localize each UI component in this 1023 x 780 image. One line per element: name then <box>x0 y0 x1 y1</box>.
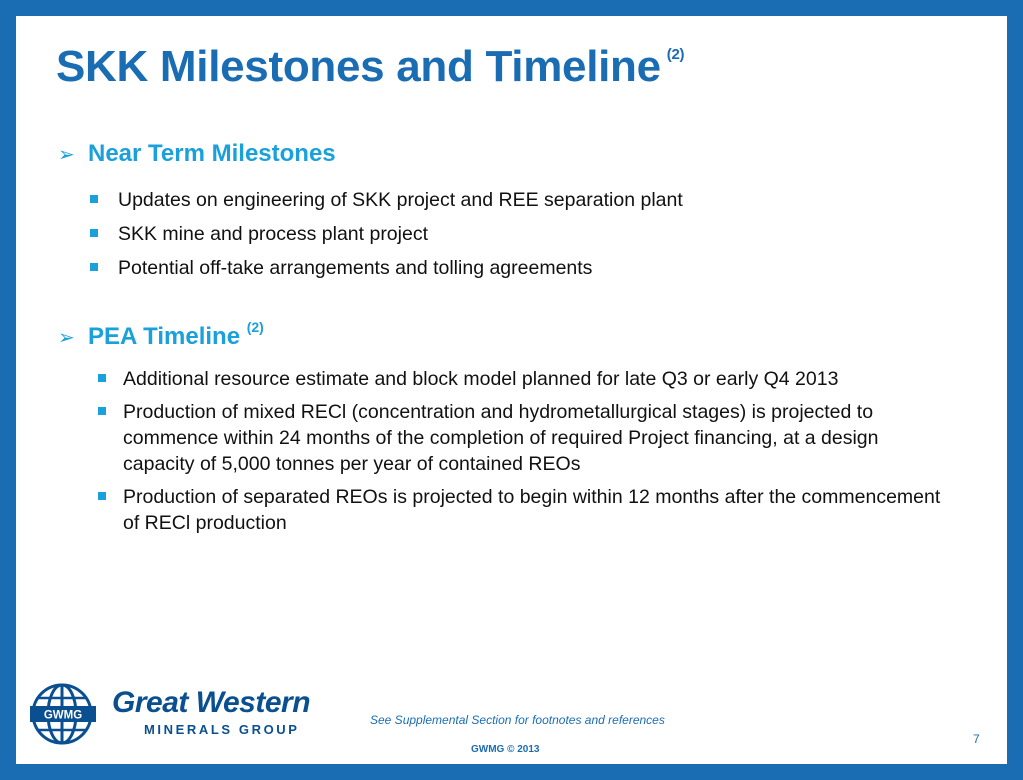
list-item-text: Production of separated REOs is projected to begin within 12 months after the commencement of RECl production <box>123 486 941 534</box>
square-bullet-icon <box>98 407 106 415</box>
near-term-list <box>88 187 683 289</box>
list-item <box>88 221 683 247</box>
square-bullet-icon <box>98 492 106 500</box>
list-item <box>96 399 946 477</box>
list-item <box>96 484 946 536</box>
square-bullet-icon <box>90 229 98 237</box>
globe-icon <box>30 682 96 746</box>
copyright-text: GWMG © 2013 <box>471 744 540 755</box>
list-item <box>88 187 683 213</box>
pea-footnote-ref: (2) <box>246 319 264 335</box>
square-bullet-icon <box>90 263 98 271</box>
pea-list <box>96 366 946 543</box>
square-bullet-icon <box>98 374 106 382</box>
section-heading-near-term <box>58 140 336 168</box>
title-footnote-ref: (2) <box>666 46 685 64</box>
slide-title <box>56 42 684 92</box>
arrow-right-icon: ➢ <box>58 144 75 166</box>
section-heading-pea-text: PEA Timeline <box>88 323 241 350</box>
slide <box>16 16 1007 764</box>
list-item-text: Production of mixed RECl (concentration and hydrometallurgical stages) is projected to commence within 24 months of the completion of required Project financing, at a design capacity of 5,000 tonnes per year of contained REOs <box>123 401 879 475</box>
logo-badge-text: GWMG <box>43 709 83 722</box>
slide-title-text: SKK Milestones and Timeline <box>56 42 661 91</box>
list-item <box>96 366 946 392</box>
company-logo <box>30 682 320 746</box>
list-item-text: SKK mine and process plant project <box>118 223 429 245</box>
list-item-text: Additional resource estimate and block model planned for late Q3 or early Q4 2013 <box>123 368 839 390</box>
list-item-text: Updates on engineering of SKK project and REE separation plant <box>118 189 683 211</box>
logo-subtitle: MINERALS GROUP <box>144 722 300 737</box>
section-heading-near-term-text: Near Term Milestones <box>88 140 336 167</box>
list-item <box>88 255 683 281</box>
logo-name: Great Western <box>112 686 311 719</box>
page-number: 7 <box>973 732 980 746</box>
section-heading-pea <box>58 319 264 351</box>
arrow-right-icon: ➢ <box>58 327 75 349</box>
square-bullet-icon <box>90 195 98 203</box>
list-item-text: Potential off-take arrangements and tolling agreements <box>118 257 593 279</box>
footnote-text: See Supplemental Section for footnotes and references <box>370 713 665 727</box>
